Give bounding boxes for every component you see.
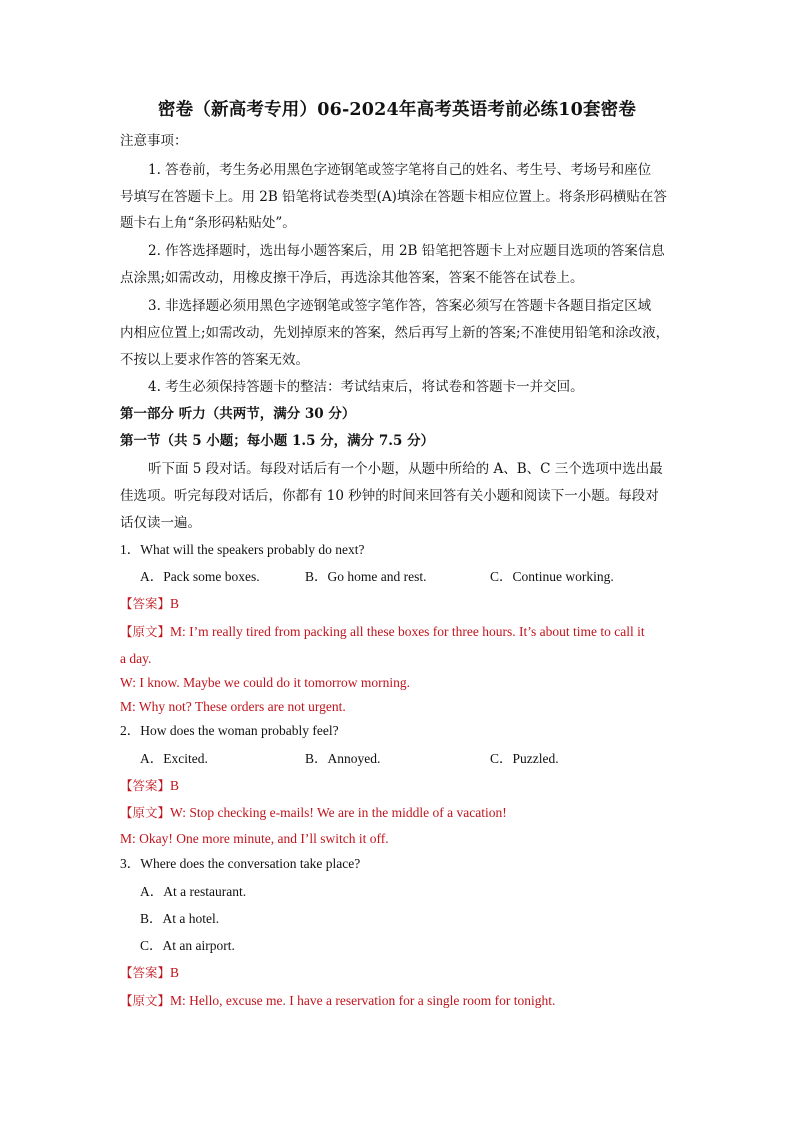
option-b: B．Annoyed. xyxy=(305,751,381,766)
answer-tag: 【答案】 xyxy=(120,778,171,793)
script-line xyxy=(120,622,645,642)
script-text: W: Stop checking e-mails! We are in the middle of a vacation! xyxy=(170,805,507,820)
answer-value: B xyxy=(170,596,180,611)
answer-line xyxy=(120,963,179,983)
script-tag: 【原文】 xyxy=(120,624,171,639)
question-stem: 2．How does the woman probably feel? xyxy=(120,723,339,738)
answer-tag: 【答案】 xyxy=(120,965,171,980)
answer-value: B xyxy=(170,965,180,980)
notice-line: 不按以上要求作答的答案无效。 xyxy=(120,352,309,368)
question-stem: 3．Where does the conversation take place? xyxy=(120,856,361,871)
option-c: C．At an airport. xyxy=(140,938,235,953)
option-a: A．At a restaurant. xyxy=(140,884,247,899)
script-line: M: Okay! One more minute, and I’ll switch it off. xyxy=(120,831,389,846)
option-b: B．At a hotel. xyxy=(140,911,220,926)
notice-line: 号填写在答题卡上。用 2B 铅笔将试卷类型(A)填涂在答题卡相应位置上。将条形码横贴在答 xyxy=(120,189,667,205)
notice-line: 内相应位置上;如需改动，先划掉原来的答案，然后再写上新的答案;不准使用铅笔和涂改液， xyxy=(120,325,670,341)
page-title: 密卷（新高考专用）06-2024年高考英语考前必练10套密卷 xyxy=(157,100,637,120)
part-heading: 第一部分 听力（共两节，满分 30 分） xyxy=(120,406,356,422)
script-line xyxy=(120,803,507,823)
option-a: A．Pack some boxes. xyxy=(140,569,260,584)
option-c: C．Continue working. xyxy=(490,569,614,584)
section-heading: 第一节（共 5 小题；每小题 1.5 分，满分 7.5 分） xyxy=(120,433,435,449)
script-line: W: I know. Maybe we could do it tomorrow morning. xyxy=(120,675,410,690)
script-line: M: Why not? These orders are not urgent. xyxy=(120,699,346,714)
script-text: M: Hello, excuse me. I have a reservation for a single room for tonight. xyxy=(170,993,556,1008)
script-line: a day. xyxy=(120,651,152,666)
option-c: C．Puzzled. xyxy=(490,751,559,766)
instruction-line: 佳选项。听完每段对话后，你都有 10 秒钟的时间来回答有关小题和阅读下一小题。每段对 xyxy=(120,488,659,504)
script-tag: 【原文】 xyxy=(120,993,171,1008)
question-stem: 1．What will the speakers probably do next? xyxy=(120,542,365,557)
answer-line xyxy=(120,594,179,614)
notice-line: 点涂黑;如需改动，用橡皮擦干净后，再选涂其他答案，答案不能答在试卷上。 xyxy=(120,270,584,286)
notice-heading: 注意事项： xyxy=(120,133,188,149)
script-tag: 【原文】 xyxy=(120,805,171,820)
script-text: M: I’m really tired from packing all these boxes for three hours. It’s about time to call it xyxy=(170,624,645,639)
notice-line: 3. 非选择题必须用黑色字迹钢笔或签字笔作答，答案必须写在答题卡各题目指定区域 xyxy=(148,298,652,314)
notice-line: 题卡右上角“条形码粘贴处”。 xyxy=(120,215,296,231)
instruction-line: 听下面 5 段对话。每段对话后有一个小题，从题中所给的 A、B、C 三个选项中选出最 xyxy=(148,461,663,477)
script-line xyxy=(120,991,555,1011)
answer-line xyxy=(120,776,179,796)
notice-line: 4. 考生必须保持答题卡的整洁：考试结束后，将试卷和答题卡一并交回。 xyxy=(148,379,584,395)
notice-line: 2. 作答选择题时，选出每小题答案后，用 2B 铅笔把答题卡上对应题目选项的答案信息 xyxy=(148,243,665,259)
option-b: B．Go home and rest. xyxy=(305,569,427,584)
notice-line: 1. 答卷前，考生务必用黑色字迹钢笔或签字笔将自己的姓名、考生号、考场号和座位 xyxy=(148,162,652,178)
answer-tag: 【答案】 xyxy=(120,596,171,611)
option-a: A．Excited. xyxy=(140,751,208,766)
answer-value: B xyxy=(170,778,180,793)
instruction-line: 话仅读一遍。 xyxy=(120,515,201,531)
